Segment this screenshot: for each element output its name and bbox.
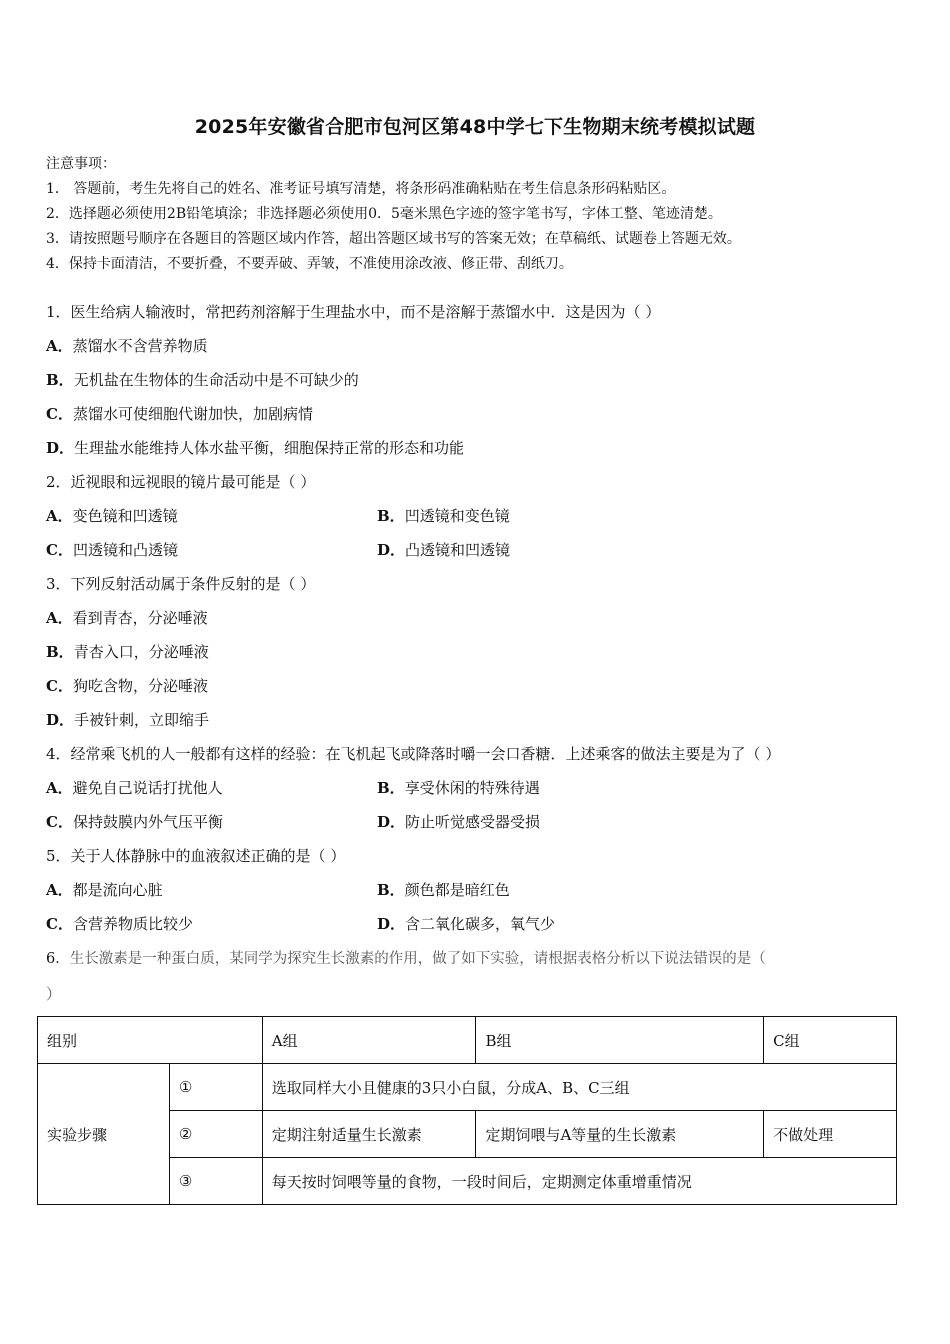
step-number: ①	[169, 1064, 262, 1111]
q2-option-a[interactable]	[46, 505, 178, 526]
option-text: 生理盐水能维持人体水盐平衡，细胞保持正常的形态和功能	[74, 439, 465, 457]
q3-option-c[interactable]	[46, 675, 208, 696]
option-text: 凸透镜和凹透镜	[405, 541, 511, 559]
question-3-stem: 3．下列反射活动属于条件反射的是（ ）	[46, 575, 316, 593]
q4-option-c[interactable]	[46, 811, 223, 832]
step-c: 不做处理	[764, 1111, 897, 1158]
question-4-stem: 4．经常乘飞机的人一般都有这样的经验：在飞机起飞或降落时嚼一会口香糖．上述乘客的做法主要是为了（ ）	[46, 745, 781, 763]
experiment-table	[37, 1016, 897, 1205]
option-text: 凹透镜和凸透镜	[72, 541, 178, 559]
option-text: 蒸馏水可使细胞代谢加快，加剧病情	[72, 405, 313, 423]
option-text: 狗吃含物，分泌唾液	[72, 677, 208, 695]
q5-option-b[interactable]	[377, 879, 510, 900]
table-row	[38, 1064, 897, 1111]
q5-option-d[interactable]	[377, 913, 555, 934]
header-c-label: C组	[773, 1031, 800, 1050]
option-letter: A．	[46, 779, 73, 797]
q2-option-b[interactable]	[377, 505, 510, 526]
header-a-label: A组	[271, 1031, 298, 1050]
header-c	[764, 1017, 897, 1064]
q2-option-c[interactable]	[46, 539, 178, 560]
exam-title: 2025年安徽省合肥市包河区第48中学七下生物期末统考模拟试题	[194, 116, 756, 138]
option-letter: D．	[377, 541, 406, 559]
q1-option-a[interactable]	[46, 335, 208, 356]
option-text: 颜色都是暗红色	[404, 881, 510, 899]
option-letter: C．	[46, 541, 73, 559]
option-text: 变色镜和凹透镜	[72, 507, 178, 525]
q3-option-a[interactable]	[46, 607, 208, 628]
table-header-row	[38, 1017, 897, 1064]
q1-option-d[interactable]	[46, 437, 464, 458]
option-text: 看到青杏，分泌唾液	[72, 609, 208, 627]
q5-option-a[interactable]	[46, 879, 163, 900]
step-number: ②	[169, 1111, 262, 1158]
question-6-stem-cont: ）	[46, 985, 62, 1003]
steps-label: 实验步骤	[38, 1064, 170, 1205]
question-6-stem	[46, 947, 766, 968]
option-letter: D．	[46, 439, 75, 457]
q3-option-b[interactable]	[46, 641, 209, 662]
option-letter: B．	[46, 371, 74, 389]
option-text: 含二氧化碳多，氧气少	[405, 915, 556, 933]
option-text: 避免自己说话打扰他人	[72, 779, 223, 797]
option-text: 保持鼓膜内外气压平衡	[72, 813, 223, 831]
question-1-stem: 1．医生给病人输液时，常把药剂溶解于生理盐水中，而不是溶解于蒸馏水中．这是因为（ ）	[46, 303, 661, 321]
option-letter: D．	[377, 915, 406, 933]
option-text: 手被针刺，立即缩手	[74, 711, 210, 729]
header-group: 组别	[38, 1017, 263, 1064]
notice-item: 4．保持卡面清洁，不要折叠，不要弄破、弄皱，不准使用涂改液、修正带、刮纸刀。	[46, 256, 573, 272]
option-letter: C．	[46, 405, 73, 423]
option-text: 蒸馏水不含营养物质	[72, 337, 208, 355]
option-letter: A．	[46, 609, 73, 627]
q4-option-b[interactable]	[377, 777, 540, 798]
question-6-text: 生长激素是一种蛋白质，某同学为探究生长激素的作用，做了如下实验，请根据表格分析以下说法错误的是（	[69, 951, 766, 967]
step-text: 每天按时饲喂等量的食物，一段时间后，定期测定体重增重情况	[262, 1158, 896, 1205]
q5-option-c[interactable]	[46, 913, 193, 934]
option-text: 都是流向心脏	[72, 881, 163, 899]
header-b	[476, 1017, 764, 1064]
option-letter: B．	[46, 643, 74, 661]
option-text: 凹透镜和变色镜	[404, 507, 510, 525]
step-text: 选取同样大小且健康的3只小白鼠，分成A、B、C三组	[262, 1064, 896, 1111]
option-letter: A．	[46, 337, 73, 355]
question-6-number: 6．	[46, 951, 70, 967]
option-letter: A．	[46, 507, 73, 525]
step-a: 定期注射适量生长激素	[262, 1111, 476, 1158]
option-text: 含营养物质比较少	[72, 915, 193, 933]
header-b-label: B组	[485, 1031, 512, 1050]
option-letter: D．	[377, 813, 406, 831]
question-5-stem: 5．关于人体静脉中的血液叙述正确的是（ ）	[46, 847, 346, 865]
q1-option-c[interactable]	[46, 403, 313, 424]
option-letter: B．	[377, 881, 405, 899]
option-text: 青杏入口，分泌唾液	[73, 643, 209, 661]
option-letter: D．	[46, 711, 75, 729]
option-text: 无机盐在生物体的生命活动中是不可缺少的	[73, 371, 359, 389]
q4-option-d[interactable]	[377, 811, 540, 832]
question-2-stem: 2．近视眼和远视眼的镜片最可能是（ ）	[46, 473, 316, 491]
option-letter: B．	[377, 507, 405, 525]
option-letter: C．	[46, 915, 73, 933]
q3-option-d[interactable]	[46, 709, 209, 730]
step-b: 定期饲喂与A等量的生长激素	[476, 1111, 764, 1158]
option-letter: C．	[46, 813, 73, 831]
q1-option-b[interactable]	[46, 369, 359, 390]
notice-heading: 注意事项：	[46, 156, 116, 172]
q2-option-d[interactable]	[377, 539, 510, 560]
header-a	[262, 1017, 476, 1064]
notice-item: 1． 答题前，考生先将自己的姓名、准考证号填写清楚，将条形码准确粘贴在考生信息条形码粘贴区。	[46, 181, 676, 197]
option-text: 防止听觉感受器受损	[405, 813, 541, 831]
step-number: ③	[169, 1158, 262, 1205]
option-letter: B．	[377, 779, 405, 797]
option-text: 享受休闲的特殊待遇	[404, 779, 540, 797]
notice-item: 2．选择题必须使用2B铅笔填涂；非选择题必须使用0．5毫米黑色字迹的签字笔书写，字体工整、笔迹清楚。	[46, 206, 722, 222]
notice-item: 3．请按照题号顺序在各题目的答题区域内作答，超出答题区域书写的答案无效；在草稿纸、试题卷上答题无效。	[46, 231, 741, 247]
q4-option-a[interactable]	[46, 777, 223, 798]
option-letter: A．	[46, 881, 73, 899]
option-letter: C．	[46, 677, 73, 695]
